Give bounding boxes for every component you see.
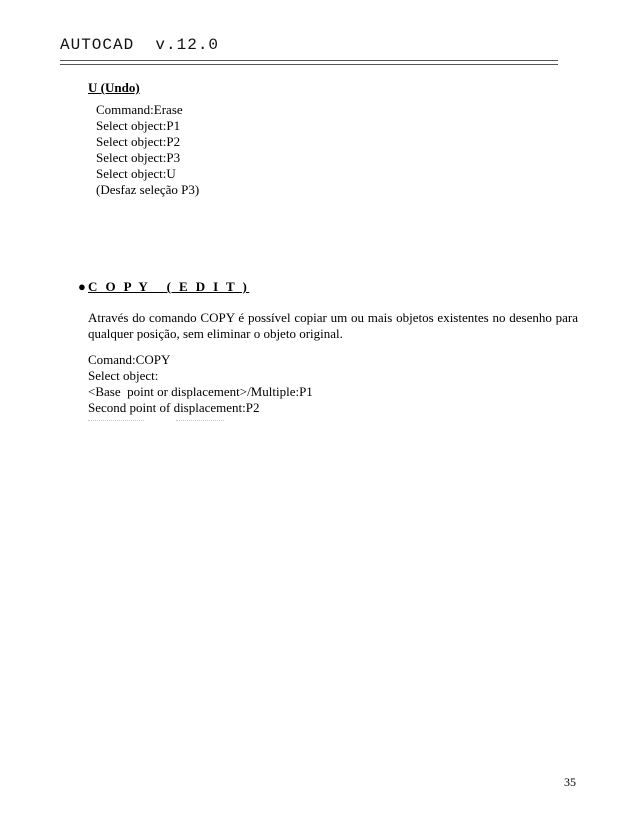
- copy-description: [88, 310, 578, 342]
- faint-artifact-left: [88, 420, 144, 424]
- page-number: 35: [564, 775, 576, 789]
- header-rule: [60, 60, 558, 65]
- copy-command-line: Select object:: [88, 368, 159, 383]
- copy-command-line: <Base point or displacement>/Multiple:P1: [88, 384, 313, 399]
- copy-command-line: Comand:COPY: [88, 352, 171, 367]
- header-app-name: AUTOCAD: [60, 36, 135, 54]
- undo-section-title: U (Undo): [88, 80, 140, 95]
- undo-command-line: Command:Erase: [96, 102, 183, 117]
- bullet-icon: ●: [78, 279, 86, 294]
- undo-command-line: Select object:P1: [96, 118, 181, 133]
- copy-command-list: [88, 352, 313, 416]
- copy-command-line: Second point of displacement:P2: [88, 400, 260, 415]
- undo-command-line: (Desfaz seleção P3): [96, 182, 200, 197]
- faint-artifact-right: [176, 420, 224, 424]
- copy-section-title: [78, 279, 249, 295]
- copy-section-title-text: C O P Y ( E D I T ): [88, 279, 250, 294]
- undo-command-line: Select object:P3: [96, 150, 181, 165]
- document-header: [60, 36, 219, 54]
- header-version: v.12.0: [155, 36, 220, 54]
- copy-description-line: Através do comando COPY é possível copiar um ou mais objetos existentes no desenho para: [88, 310, 578, 325]
- copy-description-line: qualquer posição, sem eliminar o objeto original.: [88, 326, 343, 341]
- undo-command-line: Select object:P2: [96, 134, 181, 149]
- undo-command-line: Select object:U: [96, 166, 176, 181]
- undo-command-list: [96, 102, 199, 198]
